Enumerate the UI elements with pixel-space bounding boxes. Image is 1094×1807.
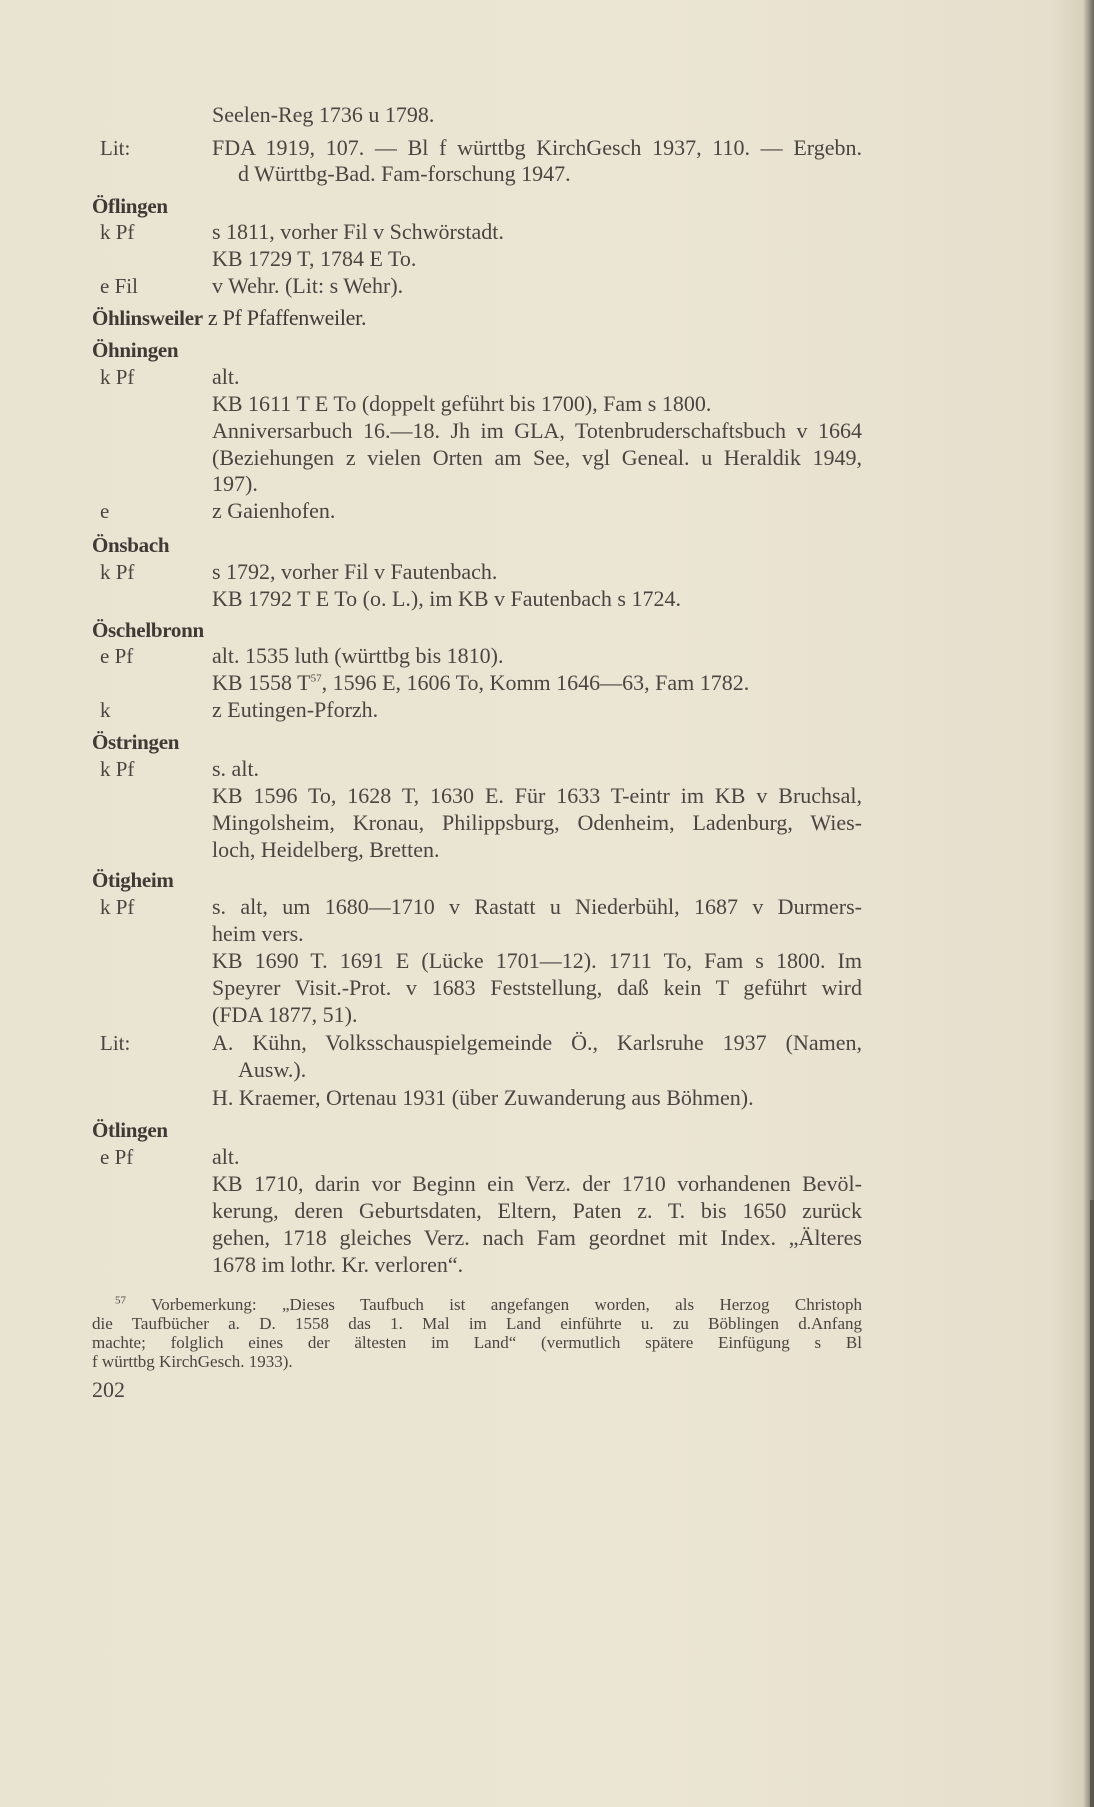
entry-line: (Beziehungen z vielen Orten am See, vgl Geneal. u Heraldik 1949, [212,445,862,470]
entry-heading: Öhlinsweiler z Pf Pfaffenweiler. [92,305,367,330]
entry-line: alt. [212,364,240,389]
entry-heading: Öflingen [92,194,168,218]
page-number: 202 [92,1377,125,1402]
entry-line: Mingolsheim, Kronau, Philippsburg, Odenheim, Ladenburg, Wies- [212,810,862,835]
entry-heading: Östringen [92,730,180,754]
footnote-marker: 57 [115,1294,126,1307]
entry-line: Ausw.). [238,1057,307,1082]
entry-line: KB 1611 T E To (doppelt geführt bis 1700), Fam s 1800. [212,391,712,416]
entry-line: Anniversarbuch 16.—18. Jh im GLA, Totenbruderschaftsbuch v 1664 [212,418,862,443]
entry-inline-text: z Pf Pfaffenweiler. [202,305,367,330]
page-edge-shadow [1090,1200,1094,1807]
entry-label: k Pf [100,895,135,919]
entry-label: k Pf [100,365,135,389]
entry-line: z Eutingen-Pforzh. [212,697,379,722]
entry-label: Lit: [100,1031,131,1055]
entry-heading: Öschelbronn [92,618,204,642]
entry-line: loch, Heidelberg, Bretten. [212,837,440,862]
entry-line: s 1811, vorher Fil v Schwörstadt. [212,219,504,244]
entry-label: Lit: [100,136,131,160]
entry-label: k Pf [100,757,135,781]
footnote-line: $^{57}$ Vorbemerkung: „Dieses Taufbuch ist angefangen worden, als Herzog Christoph [115,1294,862,1314]
entry-line: KB 1792 T E To (o. L.), im KB v Fautenbach s 1724. [212,586,681,611]
footnote-line: f württbg KirchGesch. 1933). [92,1352,293,1371]
entry-line: KB 1710, darin vor Beginn ein Verz. der 1710 vorhandenen Bevöl- [212,1171,862,1196]
footnote-line: die Taufbücher a. D. 1558 das 1. Mal im Land einführte u. zu Böblingen d.Anfang [92,1314,862,1333]
entry-line: 1678 im lothr. Kr. verloren“. [212,1252,464,1277]
entry-line: z Gaienhofen. [212,498,336,523]
entry-line: d Württbg-Bad. Fam-forschung 1947. [238,161,571,186]
entry-label: k Pf [100,560,135,584]
entry-line: (FDA 1877, 51). [212,1002,358,1027]
entry-line: KB 1690 T. 1691 E (Lücke 1701—12). 1711 To, Fam s 1800. Im [212,948,862,973]
entry-line: s 1792, vorher Fil v Fautenbach. [212,559,498,584]
entry-line: H. Kraemer, Ortenau 1931 (über Zuwanderung aus Böhmen). [212,1085,754,1110]
entry-line: alt. [212,1144,240,1169]
footnote-reference: 57 [310,672,322,685]
entry-line: KB 1729 T, 1784 E To. [212,246,417,271]
entry-line: s. alt, um 1680—1710 v Rastatt u Niederbühl, 1687 v Durmers- [212,894,862,919]
entry-line: heim vers. [212,921,304,946]
entry-heading: Öhningen [92,338,179,362]
entry-line: KB 1558 $T^{57}$, 1596 E, 1606 To, Komm 1646—63, Fam 1782. [212,670,750,695]
entry-label: e Pf [100,1145,134,1169]
entry-label: k [100,698,111,722]
entry-heading: Önsbach [92,533,170,557]
entry-line: kerung, deren Geburtsdaten, Eltern, Paten z. T. bis 1650 zurück [212,1198,862,1223]
entry-label: e Fil [100,274,138,298]
entry-line: A. Kühn, Volksschauspielgemeinde Ö., Karlsruhe 1937 (Namen, [212,1030,862,1055]
entry-line: 197). [212,471,258,496]
entry-label: e Pf [100,644,134,668]
entry-heading: Ötlingen [92,1118,168,1142]
entry-label: k Pf [100,220,135,244]
entry-line: FDA 1919, 107. — Bl f württbg KirchGesch 1937, 110. — Ergebn. [212,135,862,160]
entry-line: Speyrer Visit.-Prot. v 1683 Feststellung, daß kein T geführt wird [212,975,862,1000]
entry-line: v Wehr. (Lit: s Wehr). [212,273,404,298]
entry-line: s. alt. [212,756,260,781]
entry-line: gehen, 1718 gleiches Verz. nach Fam geordnet mit Index. „Älteres [212,1225,862,1250]
entry-label: e [100,499,110,523]
entry-line: Seelen-Reg 1736 u 1798. [212,102,435,127]
entry-heading: Ötigheim [92,868,174,892]
footnote-line: machte; folglich eines der ältesten im Land“ (vermutlich spätere Einfügung s Bl [92,1333,862,1352]
entry-line: alt. 1535 luth (württbg bis 1810). [212,643,504,668]
entry-line: KB 1596 To, 1628 T, 1630 E. Für 1633 T-eintr im KB v Bruchsal, [212,783,862,808]
